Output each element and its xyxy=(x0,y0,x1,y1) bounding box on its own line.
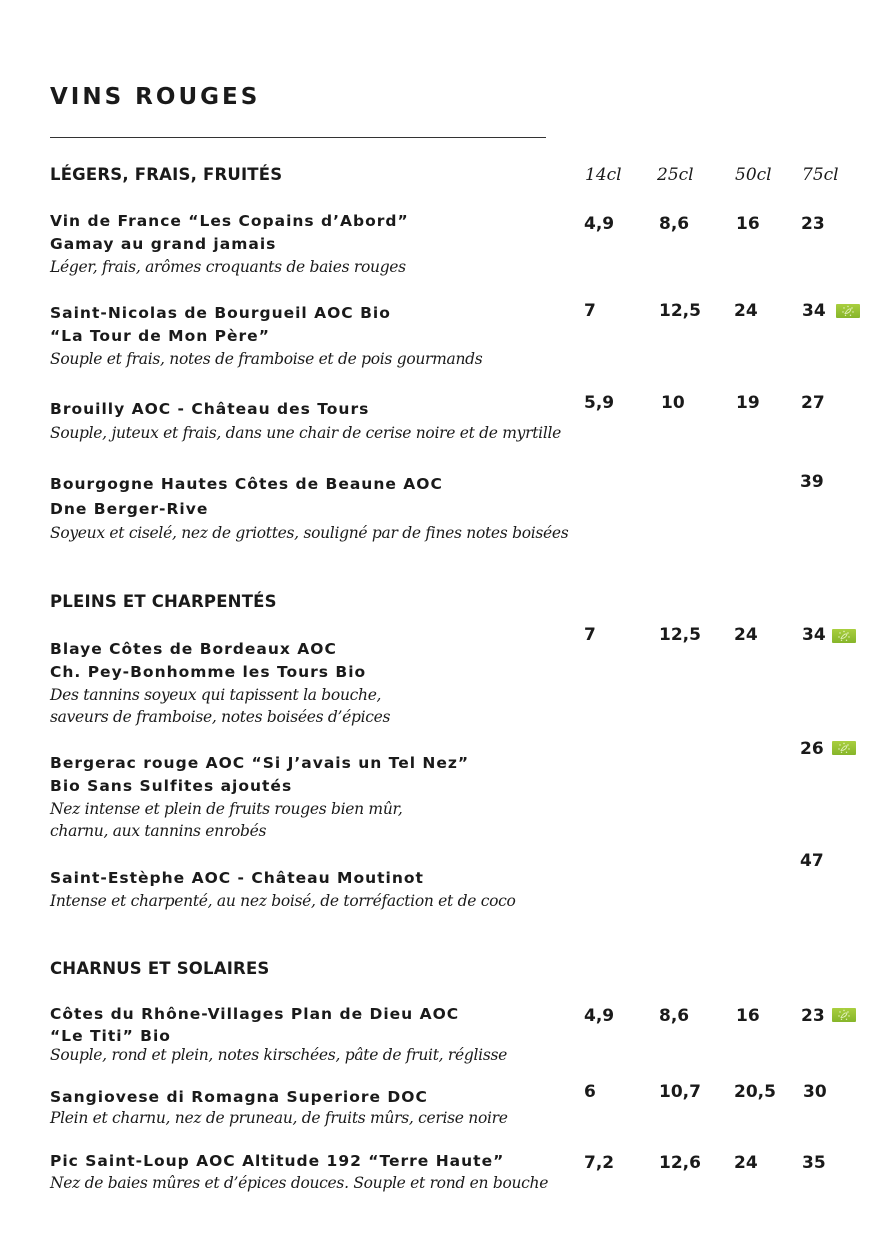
price-50cl: 16 xyxy=(736,214,760,234)
wine-name-line2: “Le Titi” Bio xyxy=(50,1027,171,1045)
price-50cl: 24 xyxy=(734,301,758,321)
price-14cl: 7 xyxy=(584,625,596,645)
price-14cl: 7 xyxy=(584,301,596,321)
price-14cl: 4,9 xyxy=(584,214,615,234)
price-75cl: 23 xyxy=(801,1006,825,1026)
price-50cl: 20,5 xyxy=(734,1082,776,1102)
wine-name: Pic Saint-Loup AOC Altitude 192 “Terre Haute” xyxy=(50,1152,505,1170)
price-75cl: 34 xyxy=(802,301,826,321)
price-25cl: 10,7 xyxy=(659,1082,701,1102)
wine-description: Plein et charnu, nez de pruneau, de fruits mûrs, cerise noire xyxy=(50,1109,508,1127)
wine-name-line2: Bio Sans Sulfites ajoutés xyxy=(50,777,293,795)
price-50cl: 16 xyxy=(736,1006,760,1026)
price-75cl: 47 xyxy=(800,851,824,871)
wine-description-line2: charnu, aux tannins enrobés xyxy=(50,822,267,840)
col-header-25cl: 25cl xyxy=(657,165,694,185)
col-header-75cl: 75cl xyxy=(802,165,839,185)
price-25cl: 10 xyxy=(661,393,685,413)
eu-organic-leaf-icon xyxy=(832,629,856,643)
price-14cl: 4,9 xyxy=(584,1006,615,1026)
wine-description: Nez de baies mûres et d’épices douces. Souple et rond en bouche xyxy=(50,1174,549,1192)
wine-description: Intense et charpenté, au nez boisé, de torréfaction et de coco xyxy=(50,892,516,910)
price-75cl: 34 xyxy=(802,625,826,645)
section-title: PLEINS ET CHARPENTÉS xyxy=(50,592,277,611)
wine-name: Saint-Estèphe AOC - Château Moutinot xyxy=(50,869,424,887)
price-25cl: 12,5 xyxy=(659,625,701,645)
wine-description: Léger, frais, arômes croquants de baies rouges xyxy=(50,258,406,276)
section-title: LÉGERS, FRAIS, FRUITÉS xyxy=(50,165,283,184)
price-50cl: 24 xyxy=(734,1153,758,1173)
wine-description-line2: saveurs de framboise, notes boisées d’épices xyxy=(50,708,391,726)
price-75cl: 35 xyxy=(802,1153,826,1173)
price-50cl: 19 xyxy=(736,393,760,413)
wine-name: Bourgogne Hautes Côtes de Beaune AOC xyxy=(50,475,443,493)
price-25cl: 12,5 xyxy=(659,301,701,321)
wine-name: Vin de France “Les Copains d’Abord” xyxy=(50,212,409,230)
eu-organic-leaf-icon xyxy=(832,1008,856,1022)
price-75cl: 27 xyxy=(801,393,825,413)
col-header-14cl: 14cl xyxy=(585,165,622,185)
wine-name: Saint-Nicolas de Bourgueil AOC Bio xyxy=(50,304,391,322)
price-75cl: 23 xyxy=(801,214,825,234)
price-75cl: 39 xyxy=(800,472,824,492)
eu-organic-leaf-icon xyxy=(836,304,860,318)
wine-name: Bergerac rouge AOC “Si J’avais un Tel Nez” xyxy=(50,754,470,772)
wine-name-line2: Ch. Pey-Bonhomme les Tours Bio xyxy=(50,663,367,681)
page-title: VINS ROUGES xyxy=(50,84,261,110)
price-25cl: 8,6 xyxy=(659,214,690,234)
wine-description: Souple, juteux et frais, dans une chair de cerise noire et de myrtille xyxy=(50,424,562,442)
wine-description: Nez intense et plein de fruits rouges bien mûr, xyxy=(50,800,403,818)
title-divider xyxy=(50,137,546,138)
price-50cl: 24 xyxy=(734,625,758,645)
price-75cl: 26 xyxy=(800,739,824,759)
section-title: CHARNUS ET SOLAIRES xyxy=(50,959,270,978)
wine-name: Blaye Côtes de Bordeaux AOC xyxy=(50,640,337,658)
col-header-50cl: 50cl xyxy=(735,165,772,185)
price-14cl: 7,2 xyxy=(584,1153,615,1173)
wine-name-line2: “La Tour de Mon Père” xyxy=(50,327,270,345)
price-25cl: 8,6 xyxy=(659,1006,690,1026)
price-14cl: 5,9 xyxy=(584,393,615,413)
eu-organic-leaf-icon xyxy=(832,741,856,755)
wine-name-line2: Gamay au grand jamais xyxy=(50,235,277,253)
wine-name: Côtes du Rhône-Villages Plan de Dieu AOC xyxy=(50,1005,460,1023)
price-75cl: 30 xyxy=(803,1082,827,1102)
wine-name: Brouilly AOC - Château des Tours xyxy=(50,400,370,418)
wine-description: Souple, rond et plein, notes kirschées, pâte de fruit, réglisse xyxy=(50,1046,507,1064)
wine-description: Souple et frais, notes de framboise et de pois gourmands xyxy=(50,350,483,368)
wine-name: Sangiovese di Romagna Superiore DOC xyxy=(50,1088,428,1106)
wine-description: Soyeux et ciselé, nez de griottes, souligné par de fines notes boisées xyxy=(50,524,569,542)
price-14cl: 6 xyxy=(584,1082,596,1102)
wine-description: Des tannins soyeux qui tapissent la bouche, xyxy=(50,686,382,704)
wine-name-line2: Dne Berger-Rive xyxy=(50,500,209,518)
price-25cl: 12,6 xyxy=(659,1153,701,1173)
